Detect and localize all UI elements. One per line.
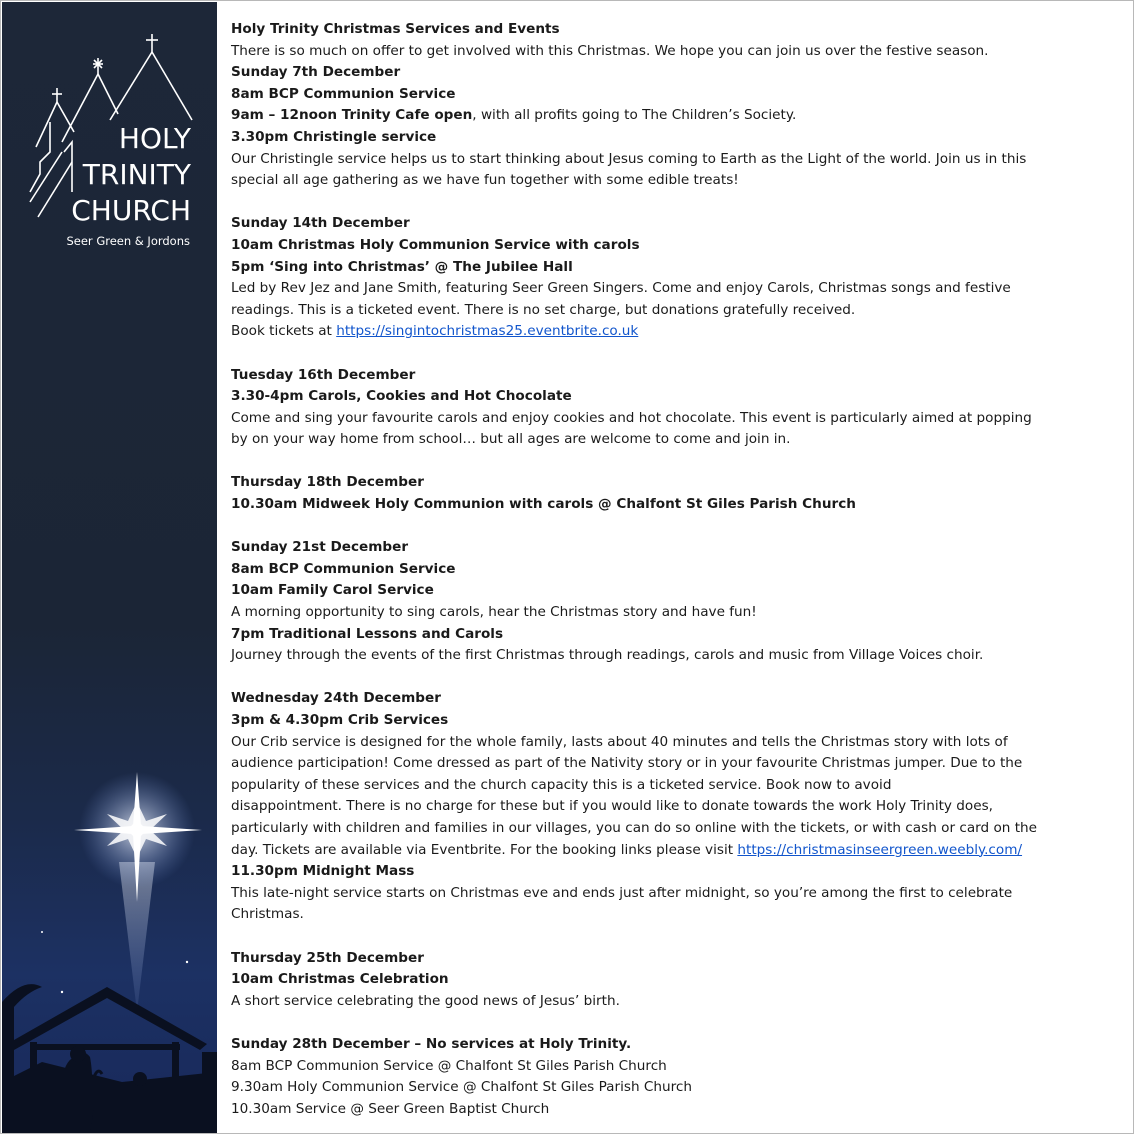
logo-line-trinity: TRINITY [82,158,191,191]
service-description: This late-night service starts on Christmas eve and ends just after midnight, so you’re among the first to celebrate [231,884,1013,901]
service-title: 3pm & 4.30pm Crib Services [231,712,449,728]
event-date: Tuesday 16th December [231,366,416,383]
church-logo-and-nativity-artwork [2,2,217,1133]
service-description: special all age gathering as we have fun together with some edible treats! [231,172,739,189]
service-line: 8am BCP Communion Service @ Chalfont St Giles Parish Church [231,1057,667,1074]
sidebar-banner [2,2,217,1133]
service-line [231,105,1121,127]
service-description: popularity of these services and the church capacity this is a ticketed service. Book now to avoid [231,776,892,793]
nativity-silhouette-icon [2,984,217,1133]
event-date: Sunday 14th December [231,215,410,232]
event-date: Sunday 21st December [231,539,409,556]
service-title: 10am Christmas Holy Communion Service with carols [231,236,640,253]
service-line: 10.30am Service @ Seer Green Baptist Church [231,1100,550,1117]
event-date: Sunday 7th December [231,64,401,81]
service-line: 9.30am Holy Communion Service @ Chalfont St Giles Parish Church [231,1079,692,1096]
event-date: Thursday 18th December [231,474,424,491]
service-title: 10am Family Carol Service [231,582,434,599]
service-title: 8am BCP Communion Service [231,85,456,102]
booking-line [231,321,1121,343]
service-description: day. Tickets are available via Eventbrite. For the booking links please visit [231,841,738,858]
service-description: audience participation! Come dressed as part of the Nativity story or in your favourite Christmas jumper. Due to the [231,755,1023,772]
service-title: 11.30pm Midnight Mass [231,863,415,880]
service-description: Christmas. [231,906,304,923]
service-title: 3.30-4pm Carols, Cookies and Hot Chocolate [231,388,572,405]
service-description: Journey through the events of the first Christmas through readings, carols and music from Village Voices choir. [231,647,984,664]
event-date: Thursday 25th December [231,949,424,966]
service-title: 3.30pm Christingle service [231,128,437,145]
service-description: disappointment. There is no charge for these but if you would like to donate towards the work Holy Trinity does, [231,798,993,815]
church-name-logo [66,122,191,248]
service-description: by on your way home from school… but all ages are welcome to come and join in. [231,431,791,448]
service-description: Our Crib service is designed for the whole family, lasts about 40 minutes and tells the Christmas story with lots of [231,733,1008,750]
logo-line-holy: HOLY [118,122,191,155]
service-description: Come and sing your favourite carols and enjoy cookies and hot chocolate. This event is particularly aimed at popping [231,409,1032,426]
service-description: A short service celebrating the good news of Jesus’ birth. [231,992,620,1009]
services-document [231,19,1121,1120]
service-description: readings. This is a ticketed event. There is no set charge, but donations gratefully received. [231,301,856,318]
intro-text: There is so much on offer to get involved with this Christmas. We hope you can join us over the festive season. [231,42,989,59]
service-title: 7pm Traditional Lessons and Carols [231,625,504,642]
service-title: 10am Christmas Celebration [231,971,449,988]
service-detail: , with all profits going to The Children’s Society. [472,107,797,124]
service-description: A morning opportunity to sing carols, hear the Christmas story and have fun! [231,604,757,621]
document-heading: Holy Trinity Christmas Services and Events [231,21,560,37]
service-description: Led by Rev Jez and Jane Smith, featuring Seer Green Singers. Come and enjoy Carols, Christmas songs and festive [231,280,1011,297]
eventbrite-link[interactable]: https://singintochristmas25.eventbrite.co.uk [336,323,639,340]
booking-line [231,840,1121,862]
booking-text: Book tickets at [231,323,337,340]
logo-tagline: Seer Green & Jordons [66,234,190,248]
service-title: 5pm ‘Sing into Christmas’ @ The Jubilee Hall [231,258,573,275]
event-date: Wednesday 24th December [231,690,441,707]
weebly-link[interactable]: https://christmasinseergreen.weebly.com/ [737,841,1023,858]
event-date: Sunday 28th December – No services at Holy Trinity. [231,1035,632,1052]
service-description: particularly with children and families in our villages, you can do so online with the tickets, or with cash or card on the [231,819,1038,836]
service-title: 8am BCP Communion Service [231,560,456,577]
service-description: Our Christingle service helps us to start thinking about Jesus coming to Earth as the Light of the world. Join us in this [231,150,1027,167]
service-title: 10.30am Midweek Holy Communion with carols @ Chalfont St Giles Parish Church [231,496,856,513]
logo-line-church: CHURCH [71,194,191,227]
service-title: 9am – 12noon Trinity Cafe open [231,107,473,124]
star-icon [41,772,202,1012]
